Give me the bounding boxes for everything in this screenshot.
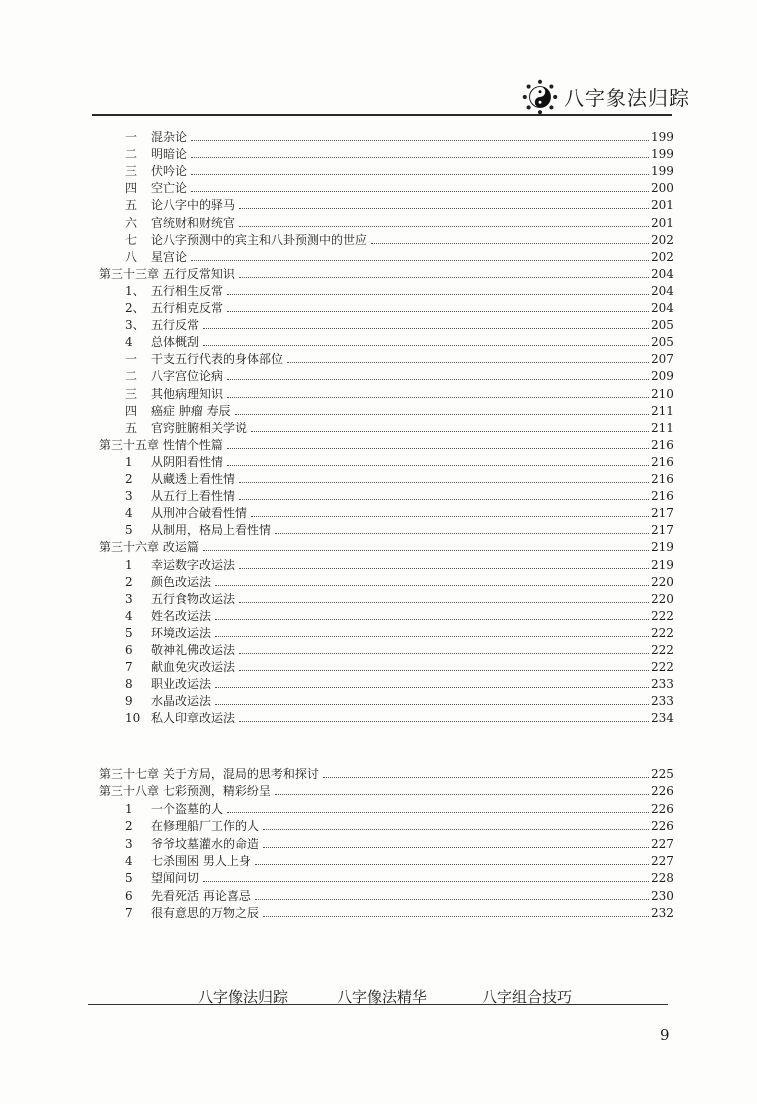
toc-label: 第三十六章 改运篇 bbox=[99, 540, 199, 555]
toc-number: 四 bbox=[125, 181, 138, 196]
toc-leader-dots bbox=[227, 397, 649, 398]
toc-page-number: 226 bbox=[651, 801, 674, 816]
toc-leader-dots bbox=[263, 847, 649, 848]
toc-page-number: 222 bbox=[651, 608, 674, 623]
toc-page-number: 234 bbox=[651, 711, 674, 726]
toc-label: 星宫论 bbox=[151, 249, 188, 264]
toc-label: 五行食物改运法 bbox=[151, 591, 236, 606]
toc-number: 五 bbox=[125, 420, 138, 435]
toc-number: 2 bbox=[125, 574, 133, 589]
toc-page-number: 222 bbox=[651, 660, 674, 675]
toc-label: 混杂论 bbox=[151, 130, 188, 144]
toc-leader-dots bbox=[227, 812, 649, 813]
toc-number: 1 bbox=[125, 454, 133, 469]
toc-page-number: 226 bbox=[651, 784, 674, 799]
header-title: 八字象法归踪 bbox=[564, 86, 690, 110]
toc-page-number: 219 bbox=[651, 540, 674, 555]
toc-page-number: 202 bbox=[651, 232, 674, 247]
toc-number: 八 bbox=[125, 249, 138, 264]
toc-number: 3 bbox=[125, 591, 133, 606]
toc-page-number: 222 bbox=[651, 643, 674, 657]
toc-label: 水晶改运法 bbox=[151, 694, 212, 709]
toc-label: 官统财和财统官 bbox=[151, 215, 236, 230]
toc-leader-dots bbox=[275, 794, 649, 795]
toc-page-number: 226 bbox=[651, 819, 674, 834]
toc-page-number: 219 bbox=[651, 557, 674, 572]
toc-page-number: 211 bbox=[651, 420, 674, 435]
footer-divider bbox=[88, 1004, 668, 1005]
toc-page-number: 228 bbox=[651, 871, 674, 886]
toc-leader-dots bbox=[263, 916, 649, 917]
toc-number: 6 bbox=[125, 888, 133, 903]
toc-label: 明暗论 bbox=[151, 147, 188, 162]
toc-page-number: 204 bbox=[651, 301, 674, 315]
toc-number: 7 bbox=[125, 660, 133, 675]
toc-page-number: 216 bbox=[651, 472, 674, 486]
toc-label: 从刑冲合破看性情 bbox=[151, 506, 248, 521]
toc-page-number: 199 bbox=[651, 130, 674, 144]
toc-number: 8 bbox=[125, 677, 133, 692]
toc-leader-dots bbox=[191, 157, 649, 158]
toc-page-number: 205 bbox=[651, 335, 674, 350]
toc-label: 干支五行代表的身体部位 bbox=[151, 352, 284, 367]
toc-page-number: 216 bbox=[651, 489, 674, 504]
toc-label: 很有意思的万物之辰 bbox=[151, 906, 260, 921]
toc-number: 3 bbox=[125, 489, 133, 504]
toc-number: 4 bbox=[125, 854, 133, 868]
toc-leader-dots bbox=[191, 174, 649, 175]
toc-number: 5 bbox=[125, 871, 133, 886]
toc-page-number: 230 bbox=[651, 888, 674, 903]
footer-book-title: 八字组合技巧 bbox=[482, 988, 573, 1006]
toc-label: 第三十三章 五行反常知识 bbox=[99, 266, 235, 281]
toc-label: 论八字中的驿马 bbox=[151, 198, 236, 213]
toc-label: 五行反常 bbox=[151, 318, 200, 333]
toc-page-number: 207 bbox=[651, 352, 674, 367]
toc-page-number: 201 bbox=[651, 215, 674, 230]
toc-leader-dots bbox=[215, 585, 649, 586]
toc-page-number: 222 bbox=[651, 625, 674, 640]
toc-leader-dots bbox=[263, 829, 649, 830]
toc-label: 伏吟论 bbox=[151, 164, 188, 179]
toc-leader-dots bbox=[191, 140, 649, 141]
toc-number: 2 bbox=[125, 819, 133, 834]
toc-leader-dots bbox=[215, 636, 649, 637]
toc-number: 四 bbox=[125, 403, 138, 418]
toc-number: 1 bbox=[125, 557, 133, 572]
toc-number: 6 bbox=[125, 643, 133, 657]
toc-page-number: 204 bbox=[651, 283, 674, 298]
toc-label: 从制用，格局上看性情 bbox=[151, 523, 272, 538]
toc-number: 五 bbox=[125, 198, 138, 213]
toc-leader-dots bbox=[239, 568, 649, 569]
toc-page-number: 227 bbox=[651, 836, 674, 851]
toc-number: 三 bbox=[125, 164, 138, 179]
toc-label: 敬神礼佛改运法 bbox=[151, 643, 236, 657]
toc-number: 4 bbox=[125, 608, 133, 623]
toc-label: 八字宫位论病 bbox=[151, 369, 224, 384]
toc-leader-dots bbox=[251, 431, 649, 432]
toc-label: 望闻问切 bbox=[151, 871, 200, 886]
toc-label: 爷爷坟墓灌水的命造 bbox=[151, 836, 260, 851]
toc-label: 在修理船厂工作的人 bbox=[151, 819, 260, 834]
toc-number: 2 bbox=[125, 472, 133, 486]
toc-page-number: 217 bbox=[651, 523, 674, 538]
toc-leader-dots bbox=[239, 653, 649, 654]
toc-number: 1、 bbox=[125, 283, 145, 298]
toc-leader-dots bbox=[239, 721, 649, 722]
toc-number: 3 bbox=[125, 836, 133, 851]
toc-leader-dots bbox=[235, 414, 649, 415]
toc-number: 5 bbox=[125, 523, 133, 538]
toc-number: 三 bbox=[125, 386, 138, 401]
toc-number: 10 bbox=[125, 711, 141, 726]
footer-book-title: 八字像法精华 bbox=[337, 988, 428, 1006]
toc-number: 3、 bbox=[125, 318, 145, 333]
toc-page-number: 205 bbox=[651, 318, 674, 333]
toc-page-number: 210 bbox=[651, 386, 674, 401]
toc-label: 第三十五章 性情个性篇 bbox=[99, 437, 223, 452]
page-number: 9 bbox=[660, 1026, 670, 1044]
toc-page-number: 216 bbox=[651, 437, 674, 452]
toc-page-number: 199 bbox=[651, 147, 674, 162]
toc-page-number: 220 bbox=[651, 591, 674, 606]
toc-label: 颜色改运法 bbox=[151, 574, 212, 589]
toc-label: 环境改运法 bbox=[151, 625, 212, 640]
toc-leader-dots bbox=[227, 311, 649, 312]
toc-leader-dots bbox=[239, 499, 649, 500]
toc-number: 二 bbox=[125, 369, 138, 384]
toc-label: 从五行上看性情 bbox=[151, 489, 236, 504]
toc-leader-dots bbox=[239, 482, 649, 483]
toc-label: 姓名改运法 bbox=[151, 608, 212, 623]
toc-leader-dots bbox=[287, 362, 649, 363]
toc-leader-dots bbox=[191, 191, 649, 192]
toc-leader-dots bbox=[191, 260, 649, 261]
toc-page-number: 225 bbox=[651, 767, 674, 781]
toc-page-number: 211 bbox=[651, 403, 674, 418]
toc-page-number: 232 bbox=[651, 906, 674, 921]
toc-label: 其他病理知识 bbox=[151, 386, 224, 401]
toc-page-number: 204 bbox=[651, 266, 674, 281]
toc-leader-dots bbox=[227, 379, 649, 380]
toc-leader-dots bbox=[255, 864, 649, 865]
toc-number: 二 bbox=[125, 147, 138, 162]
toc-number: 5 bbox=[125, 625, 133, 640]
toc-leader-dots bbox=[215, 619, 649, 620]
footer-book-title: 八字像法归踪 bbox=[198, 988, 289, 1006]
toc-label: 从阴阳看性情 bbox=[151, 454, 224, 469]
toc-leader-dots bbox=[239, 602, 649, 603]
toc-number: 六 bbox=[125, 215, 138, 230]
toc-label: 从藏透上看性情 bbox=[151, 472, 236, 486]
toc-number: 7 bbox=[125, 906, 133, 921]
toc-page-number: 227 bbox=[651, 854, 674, 868]
toc-page-number: 233 bbox=[651, 694, 674, 709]
toc-leader-dots bbox=[239, 670, 649, 671]
toc-page-number: 202 bbox=[651, 249, 674, 264]
toc-label: 七杀围困 男人上身 bbox=[151, 854, 251, 868]
toc-label: 一个盗墓的人 bbox=[151, 801, 224, 816]
toc-label: 献血免灾改运法 bbox=[151, 660, 236, 675]
toc-leader-dots bbox=[323, 777, 649, 778]
toc-leader-dots bbox=[203, 345, 649, 346]
toc-number: 4 bbox=[125, 335, 133, 350]
toc-label: 第三十八章 七彩预测，精彩纷呈 bbox=[99, 784, 271, 799]
toc-leader-dots bbox=[203, 328, 649, 329]
toc-label: 五行相克反常 bbox=[151, 301, 224, 315]
toc-page-number: 217 bbox=[651, 506, 674, 521]
toc-leader-dots bbox=[203, 881, 649, 882]
toc-page-number: 220 bbox=[651, 574, 674, 589]
toc-leader-dots bbox=[227, 465, 649, 466]
toc-leader-dots bbox=[203, 550, 649, 551]
toc-label: 第三十七章 关于方局，混局的思考和探讨 bbox=[99, 767, 319, 781]
toc-number: 一 bbox=[125, 130, 138, 144]
toc-leader-dots bbox=[255, 899, 649, 900]
toc-label: 癌症 肿瘤 寿辰 bbox=[151, 403, 231, 418]
toc-page-number: 216 bbox=[651, 454, 674, 469]
toc-leader-dots bbox=[239, 277, 649, 278]
toc-leader-dots bbox=[227, 294, 649, 295]
toc-leader-dots bbox=[227, 448, 649, 449]
toc-number: 9 bbox=[125, 694, 133, 709]
toc-label: 论八字预测中的宾主和八卦预测中的世应 bbox=[151, 232, 368, 247]
toc-page-number: 233 bbox=[651, 677, 674, 692]
toc-label: 五行相生反常 bbox=[151, 283, 224, 298]
toc-number: 一 bbox=[125, 352, 138, 367]
toc-number: 1 bbox=[125, 801, 133, 816]
toc-number: 4 bbox=[125, 506, 133, 521]
toc-page-number: 201 bbox=[651, 198, 674, 213]
toc-label: 官窍脏腑相关学说 bbox=[151, 420, 248, 435]
toc-number: 七 bbox=[125, 232, 138, 247]
toc-page-number: 209 bbox=[651, 369, 674, 384]
toc-label: 空亡论 bbox=[151, 181, 188, 196]
toc-leader-dots bbox=[239, 226, 649, 227]
toc-label: 总体概刮 bbox=[151, 335, 200, 350]
toc-leader-dots bbox=[239, 208, 649, 209]
toc-page-number: 200 bbox=[651, 181, 674, 196]
toc-label: 职业改运法 bbox=[151, 677, 212, 692]
toc-label: 私人印章改运法 bbox=[151, 711, 236, 726]
toc-page-number: 199 bbox=[651, 164, 674, 179]
toc-label: 先看死活 再论喜忌 bbox=[151, 888, 251, 903]
toc-number: 2、 bbox=[125, 301, 145, 315]
toc-leader-dots bbox=[215, 687, 649, 688]
toc-leader-dots bbox=[215, 704, 649, 705]
toc-label: 幸运数字改运法 bbox=[151, 557, 236, 572]
toc-leader-dots bbox=[371, 243, 649, 244]
toc-leader-dots bbox=[275, 533, 649, 534]
toc-leader-dots bbox=[251, 516, 649, 517]
